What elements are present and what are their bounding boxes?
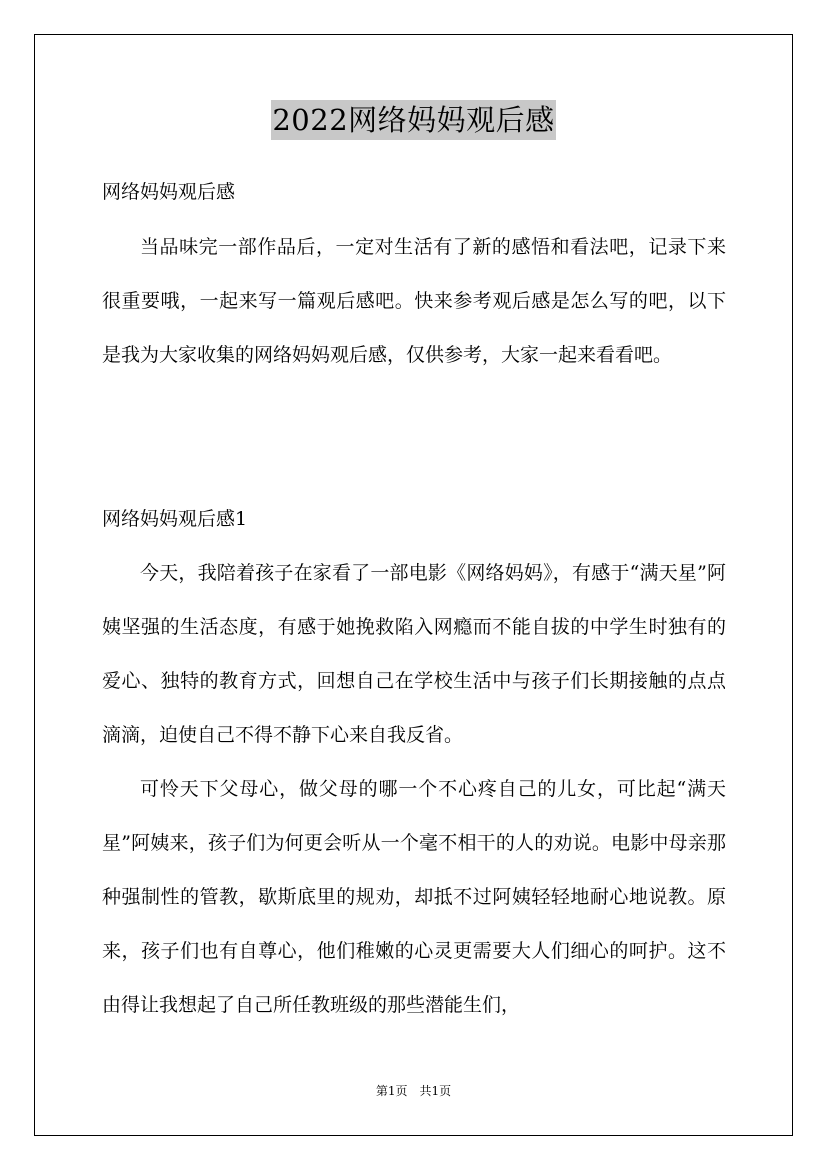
paragraph-2: 可怜天下父母心，做父母的哪一个不心疼自己的儿女，可比起“满天星”阿姨来，孩子们为何更会听从一个毫不相干的人的劝说。电影中母亲那种强制性的管教，歇斯底里的规劝，却抵不过阿姨轻轻地耐心地说教。原来，孩子们也有自尊心，他们稚嫩的心灵更需要大人们细心的呵护。这不由得让我想起了自己所任教班级的那些潜能生们， [102,778,726,1016]
page-footer: 第1页 共1页 [375,1084,452,1098]
document-title: 2022网络妈妈观后感 [271,100,555,140]
title-container [0,100,827,140]
heading: 网络妈妈观后感 [102,181,236,203]
section-heading: 网络妈妈观后感1 [102,508,248,530]
intro-paragraph: 当品味完一部作品后，一定对生活有了新的感悟和看法吧，记录下来很重要哦，一起来写一篇观后感吧。快来参考观后感是怎么写的吧，以下是我为大家收集的网络妈妈观后感，仅供参考，大家一起来看看吧。 [102,236,726,366]
paragraph-1: 今天，我陪着孩子在家看了一部电影《网络妈妈》，有感于“满天星”阿姨坚强的生活态度，有感于她挽救陷入网瘾而不能自拔的中学生时独有的爱心、独特的教育方式，回想自己在学校生活中与孩子们长期接触的点点滴滴，迫使自己不得不静下心来自我反省。 [102,562,726,746]
